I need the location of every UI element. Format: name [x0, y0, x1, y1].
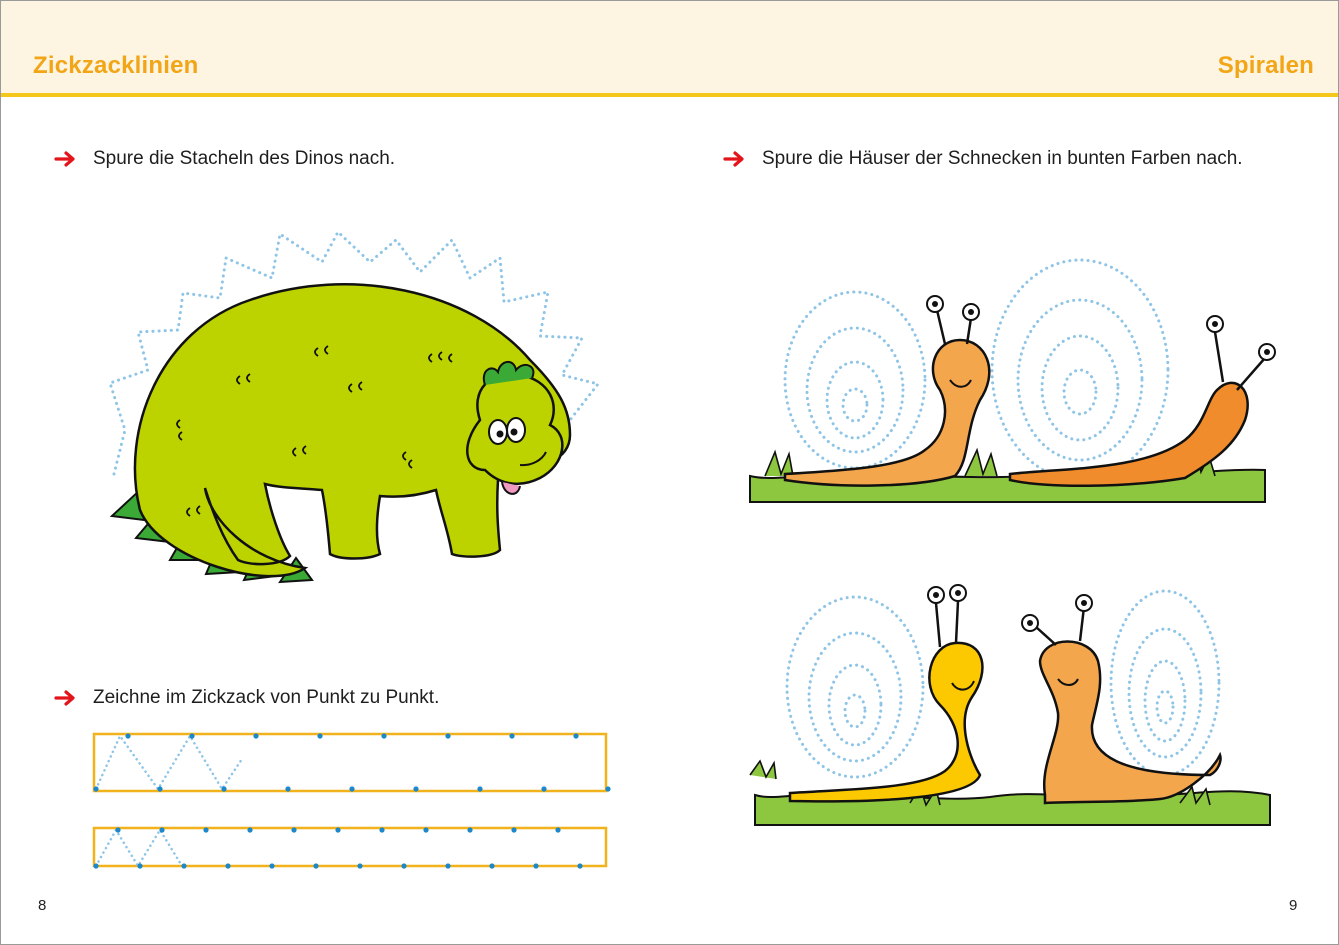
grid-dot[interactable] — [313, 863, 318, 868]
grid-dot[interactable] — [93, 786, 98, 791]
snail-body-left — [785, 340, 989, 486]
grid-dot[interactable] — [225, 863, 230, 868]
zigzag-practice-row-1[interactable] — [92, 732, 608, 794]
snail-instruction — [762, 145, 1262, 173]
grid-dot[interactable] — [555, 827, 560, 832]
dino-instruction-text: Spure die Stacheln des Dinos nach. — [93, 148, 396, 169]
left-page-number: 8 — [38, 897, 47, 914]
snail-body-orange — [1040, 642, 1221, 804]
snail-shell-trace-spirals — [787, 591, 1219, 777]
grid-dot[interactable] — [247, 827, 252, 832]
grid-dot[interactable] — [445, 863, 450, 868]
header-band — [1, 1, 1338, 97]
zigzag-practice-row-2[interactable] — [92, 826, 608, 870]
dino-instruction — [93, 145, 395, 173]
grid-dot[interactable] — [93, 863, 98, 868]
grid-dot[interactable] — [317, 733, 322, 738]
grid-dot[interactable] — [445, 733, 450, 738]
right-section-title: Spiralen — [1217, 52, 1314, 79]
red-arrow-icon — [724, 151, 746, 167]
grid-dots — [93, 733, 610, 791]
grid-dot[interactable] — [115, 827, 120, 832]
zigzag-instruction — [93, 684, 439, 712]
left-section-title: Zickzacklinien — [33, 52, 199, 79]
grid-dot[interactable] — [203, 827, 208, 832]
grid-dot[interactable] — [335, 827, 340, 832]
grid-dot[interactable] — [125, 733, 130, 738]
grid-dot[interactable] — [413, 786, 418, 791]
grid-dots — [93, 827, 582, 868]
grid-dot[interactable] — [489, 863, 494, 868]
grid-dot[interactable] — [221, 786, 226, 791]
grid-dot[interactable] — [291, 827, 296, 832]
grid-dot[interactable] — [477, 786, 482, 791]
grid-dot[interactable] — [381, 733, 386, 738]
grid-dot[interactable] — [181, 863, 186, 868]
grid-dot[interactable] — [137, 863, 142, 868]
zigzag-instruction-text: Zeichne im Zickzack von Punkt zu Punkt. — [93, 687, 440, 708]
grid-dot[interactable] — [285, 786, 290, 791]
grid-dot[interactable] — [379, 827, 384, 832]
red-arrow-icon — [55, 690, 77, 706]
snail-instruction-text: Spure die Häuser der Schnecken in bunten Farben nach. — [762, 148, 1243, 169]
grid-dot[interactable] — [349, 786, 354, 791]
grid-dot[interactable] — [605, 786, 610, 791]
grid-dot[interactable] — [423, 827, 428, 832]
grid-dot[interactable] — [577, 863, 582, 868]
grid-dot[interactable] — [357, 863, 362, 868]
grid-dot[interactable] — [573, 733, 578, 738]
right-page-number: 9 — [1289, 897, 1298, 914]
grid-dot[interactable] — [189, 733, 194, 738]
grid-dot[interactable] — [533, 863, 538, 868]
grid-dot[interactable] — [159, 827, 164, 832]
grid-dot[interactable] — [157, 786, 162, 791]
grid-dot[interactable] — [467, 827, 472, 832]
grid-dot[interactable] — [511, 827, 516, 832]
dinosaur-illustration — [100, 220, 610, 600]
snails-top-illustration — [745, 240, 1285, 510]
snail-body-yellow — [790, 643, 982, 801]
grid-dot[interactable] — [253, 733, 258, 738]
grid-dot[interactable] — [401, 863, 406, 868]
snails-bottom-illustration — [740, 575, 1280, 835]
grid-dot[interactable] — [541, 786, 546, 791]
grid-dot[interactable] — [269, 863, 274, 868]
grid-dot[interactable] — [509, 733, 514, 738]
red-arrow-icon — [55, 151, 77, 167]
